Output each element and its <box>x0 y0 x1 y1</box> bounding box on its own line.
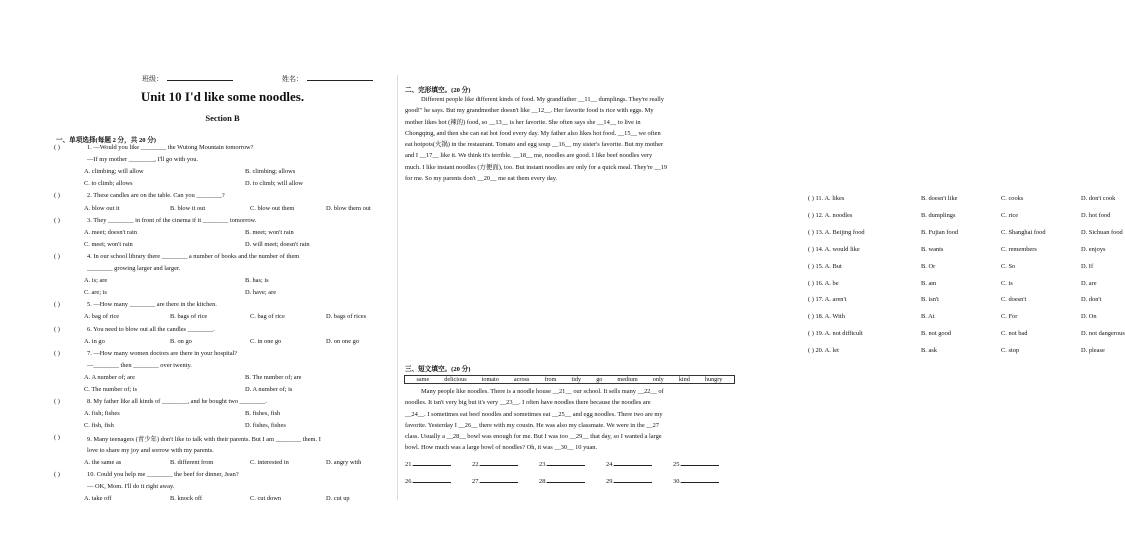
option-a[interactable]: ( ) 16. A. be <box>808 279 839 287</box>
option[interactable]: C. fish, fish <box>84 422 114 430</box>
word-bank-item: tomato <box>481 376 499 383</box>
option[interactable]: A. meet; doesn't rain <box>84 228 137 236</box>
page-subtitle: Section B <box>205 113 240 123</box>
option-d[interactable]: D. hot food <box>1081 211 1111 219</box>
answer-blank[interactable] <box>606 460 652 468</box>
column-divider <box>397 75 398 500</box>
word-bank-item: only <box>652 376 664 383</box>
option-c[interactable]: C. is <box>1001 279 1013 287</box>
option-a[interactable]: ( ) 17. A. aren't <box>808 296 847 304</box>
answer-blank[interactable] <box>673 460 719 468</box>
option-a[interactable]: ( ) 15. A. But <box>808 262 842 270</box>
option-c[interactable]: C. cooks <box>1001 195 1024 202</box>
option-c[interactable]: C. So <box>1001 262 1016 270</box>
option-c[interactable]: C. stop <box>1001 347 1020 355</box>
answer-line[interactable] <box>547 477 585 483</box>
passage-line: mother likes hot (辣的) food, so __13__ is her favorite. She often says she __14__ to live in <box>405 118 641 126</box>
answer-paren[interactable]: ( ) <box>54 216 60 224</box>
answer-paren[interactable]: ( ) <box>54 325 60 333</box>
answer-line[interactable] <box>413 460 451 466</box>
question-text: 9. Many teenagers (青少年) don't like to talk with their parents. But I am ________ them. I <box>87 436 321 444</box>
option[interactable]: A. climbing; will allow <box>84 168 144 176</box>
answer-paren[interactable]: ( ) <box>54 144 60 151</box>
option-c[interactable]: C. remembers <box>1001 245 1037 253</box>
answer-blank[interactable] <box>539 460 585 468</box>
answer-paren[interactable]: ( ) <box>54 192 60 200</box>
option[interactable]: B. has; is <box>245 277 269 285</box>
answer-paren[interactable]: ( ) <box>54 252 60 260</box>
passage-line: Different people like different kinds of food. My grandfather __11__ dumplings. They're really <box>421 96 664 103</box>
part1-heading: 一、单项选择(每题 2 分，共 20 分) <box>56 137 157 144</box>
option-d[interactable]: D. enjoys <box>1081 245 1106 253</box>
question-text: 1. —Would you like ________ the Wutong Mountain tomorrow? <box>87 144 254 151</box>
option[interactable]: C. cut down <box>250 494 282 502</box>
option[interactable]: A. is; are <box>84 277 108 285</box>
option-b[interactable]: B. At <box>921 313 935 321</box>
passage-line: Chongqing, and then she can eat hot food every day. My father also likes hot food. __15__ we often <box>405 129 661 137</box>
passage-line: and I __17__ like it. We think it's terrible. __18__ me, noodles are good. I like beef noodles very <box>405 152 653 160</box>
answer-number: 24. <box>606 461 614 468</box>
question-text: —________ then ________ over twenty. <box>87 361 192 369</box>
answer-line[interactable] <box>614 460 652 466</box>
answer-line[interactable] <box>614 477 652 483</box>
answer-paren[interactable]: ( ) <box>54 470 60 478</box>
passage-line: noodles. It isn't very big but it's very __23__. I often have noodles there because the noodles are <box>405 399 651 407</box>
answer-line[interactable] <box>413 477 451 483</box>
option-c[interactable]: C. not bad <box>1001 330 1028 338</box>
option[interactable]: D. fishes, fishes <box>245 422 286 430</box>
answer-number: 22. <box>472 461 480 468</box>
option[interactable]: D. angry with <box>326 458 362 466</box>
answer-blank[interactable] <box>405 460 451 468</box>
option-a[interactable]: ( ) 11. A. likes <box>808 195 845 202</box>
answer-line[interactable] <box>480 477 518 483</box>
option[interactable]: D. cut up <box>326 494 350 502</box>
part3-heading: 三、短文填空。(20 分) <box>405 366 471 373</box>
answer-number: 30. <box>673 478 681 485</box>
question-text: 10. Could you help me ________ the beef for dinner, Jean? <box>87 470 239 478</box>
option[interactable]: D. bags of rices <box>326 313 367 321</box>
option[interactable]: A. take off <box>84 494 112 502</box>
option-b[interactable]: B. isn't <box>921 296 939 304</box>
answer-number: 21. <box>405 461 413 468</box>
option-b[interactable]: B. wants <box>921 245 944 253</box>
option-b[interactable]: B. not good <box>921 330 952 338</box>
answer-blank[interactable] <box>673 477 719 485</box>
option[interactable]: B. different from <box>170 458 214 466</box>
word-bank-item: across <box>513 376 530 383</box>
question-text: ________ growing larger and larger. <box>87 265 181 272</box>
option-b[interactable]: B. dumplings <box>921 211 956 219</box>
option[interactable]: A. blow out it <box>84 204 120 212</box>
passage-line: good!" he says. But my grandmother doesn't like __12__. Her favorite food is rice with eggs. My <box>405 107 654 115</box>
passage-line: eat hotpots(火锅) in the restaurant. Tomato and egg soup __16__ my sister's favorite. But my mother <box>405 141 664 149</box>
option[interactable]: D. blow them out <box>326 204 371 212</box>
option-a[interactable]: ( ) 20. A. let <box>808 347 839 355</box>
option[interactable]: C. in one go <box>250 337 282 345</box>
question-text: 3. They ________ in front of the cinema if it ________ tomorrow. <box>87 216 257 224</box>
word-bank-item: same <box>416 376 430 383</box>
option-c[interactable]: C. doesn't <box>1001 296 1027 304</box>
answer-paren[interactable]: ( ) <box>54 301 60 309</box>
option[interactable]: D. to climb; will allow <box>245 180 304 188</box>
option[interactable]: D. A number of; is <box>245 386 293 393</box>
option-d[interactable]: D. If <box>1081 262 1094 270</box>
answer-number: 25. <box>673 461 681 468</box>
option[interactable]: B. fishes, fish <box>245 410 281 418</box>
word-bank-item: go <box>596 376 603 383</box>
passage-line: much. I like instant noodles (方便面), too. But instant noodles are only for a quick meal. They're __19 <box>405 163 668 171</box>
answer-line[interactable] <box>547 460 585 466</box>
question-text: 8. My father like all kinds of ________, and he bought two ________. <box>87 398 267 406</box>
option[interactable]: D. on one go <box>326 337 360 345</box>
word-bank-item: delicious <box>444 376 467 383</box>
question-text: 4. In our school library there ________ a number of books and the number of them <box>87 252 300 260</box>
word-bank <box>404 375 735 384</box>
option-d[interactable]: D. please <box>1081 347 1105 355</box>
class-field <box>142 74 233 84</box>
answer-blank[interactable] <box>539 477 585 485</box>
answer-blank[interactable] <box>472 460 518 468</box>
option-d[interactable]: D. Sichuan food <box>1081 228 1123 236</box>
answer-number: 26. <box>405 478 413 485</box>
name-blank[interactable] <box>307 74 373 81</box>
option-b[interactable]: B. am <box>921 279 937 287</box>
option[interactable]: D. will meet; doesn't rain <box>245 240 310 248</box>
passage-line: bowl. How much was a large bowl of noodles? Oh, it was __30__ 10 yuan. <box>405 444 598 452</box>
option-d[interactable]: D. not dangerous <box>1081 330 1125 338</box>
word-bank-item: hungry <box>704 376 723 383</box>
option[interactable]: C. The number of; is <box>84 386 137 393</box>
option[interactable]: C. bag of rice <box>250 313 285 321</box>
option[interactable]: B. on go <box>170 337 192 345</box>
question-text: 5. —How many ________ are there in the kitchen. <box>87 301 217 309</box>
option[interactable]: B. climbing; allows <box>245 168 296 176</box>
option[interactable]: A. A number of; are <box>84 373 135 381</box>
part2-passage <box>405 94 767 184</box>
word-bank-item: kind <box>678 376 690 383</box>
answer-paren[interactable]: ( ) <box>54 349 60 357</box>
option[interactable]: C. are; is <box>84 289 107 297</box>
part2-heading: 二、完形填空。(20 分) <box>405 87 471 94</box>
answer-blank[interactable] <box>472 477 518 485</box>
answer-number: 27. <box>472 478 480 485</box>
option-a[interactable]: ( ) 12. A. noodles <box>808 211 853 219</box>
answer-number: 23. <box>539 461 547 468</box>
option-a[interactable]: ( ) 13. A. Beijing food <box>808 228 865 236</box>
option[interactable]: D. have; are <box>245 289 277 297</box>
option-b[interactable]: B. Fujian food <box>921 228 959 236</box>
option-a[interactable]: ( ) 18. A. With <box>808 313 845 321</box>
option[interactable]: C. blow out them <box>250 204 295 212</box>
option[interactable]: C. interested in <box>250 458 289 466</box>
answer-paren[interactable]: ( ) <box>54 398 60 406</box>
word-bank-item: medium <box>617 376 638 383</box>
option-b[interactable]: B. doesn't like <box>921 195 958 202</box>
word-bank-item: tidy <box>571 376 582 383</box>
option[interactable]: A. bag of rice <box>84 313 120 321</box>
option-d[interactable]: D. On <box>1081 313 1097 321</box>
question-text: 2. These candles are on the table. Can you ________? <box>87 192 225 200</box>
option[interactable]: C. to climb; allows <box>84 180 133 188</box>
answer-line[interactable] <box>681 460 719 466</box>
option-d[interactable]: D. don't cook <box>1081 195 1116 202</box>
option[interactable]: A. fish; fishes <box>84 410 120 418</box>
answer-paren[interactable]: ( ) <box>54 434 60 442</box>
answer-line[interactable] <box>681 477 719 483</box>
option-a[interactable]: ( ) 19. A. not difficult <box>808 330 863 338</box>
question-text: — OK, Mom. I'll do it right away. <box>87 482 175 490</box>
name-field <box>282 74 373 84</box>
question-text: 6. You need to blow out all the candles ________. <box>87 325 215 333</box>
question-text: —If my mother ________, I'll go with you. <box>87 156 199 164</box>
option[interactable]: A. in go <box>84 337 105 345</box>
option[interactable]: B. knock off <box>170 494 203 502</box>
option-c[interactable]: C. Shanghai food <box>1001 228 1046 236</box>
option-c[interactable]: C. rice <box>1001 211 1019 219</box>
option[interactable]: A. the same as <box>84 458 122 466</box>
name-label: 姓名： <box>282 75 303 83</box>
page-title: Unit 10 I'd like some noodles. <box>140 89 305 104</box>
answer-number: 29. <box>606 478 614 485</box>
option-b[interactable]: B. Or <box>921 262 936 270</box>
question-text: 7. —How many women doctors are there in your hospital? <box>87 349 238 357</box>
question-text: love to share my joy and sorrow with my parents. <box>87 446 214 454</box>
option[interactable]: B. blow it out <box>170 204 206 212</box>
class-label: 班级： <box>142 75 163 83</box>
option-a[interactable]: ( ) 14. A. would like <box>808 245 860 253</box>
passage-line: __24__. I sometimes eat beef noodles and sometimes eat __25__ and egg noodles. There two are my <box>405 410 663 418</box>
passage-line: class. Usually a __28__ bowl was enough for me. But I was too __29__ that day, so I wanted a large <box>405 433 662 441</box>
answer-blank[interactable] <box>405 477 451 485</box>
part3-passage <box>405 386 767 454</box>
passage-line: for me. So my parents don't __20__ me eat them every day. <box>405 175 558 183</box>
answer-number: 28. <box>539 478 547 485</box>
answer-blank[interactable] <box>606 477 652 485</box>
option[interactable]: B. The number of; are <box>245 373 302 381</box>
word-bank-item: from <box>544 376 557 383</box>
option-d[interactable]: D. don't <box>1081 296 1102 304</box>
class-blank[interactable] <box>167 74 233 81</box>
passage-line: Many people like noodles. There is a noodle house __21__ our school. It sells many __22__ of <box>421 388 664 395</box>
option-d[interactable]: D. are <box>1081 279 1097 287</box>
option[interactable]: B. bags of rice <box>170 313 208 321</box>
option[interactable]: B. meet; won't rain <box>245 228 294 236</box>
option-c[interactable]: C. For <box>1001 313 1018 321</box>
passage-line: favorite. Yesterday I __26__ there with my cousin. He was also my classmate. We were in the __27 <box>405 421 660 429</box>
answer-line[interactable] <box>480 460 518 466</box>
option[interactable]: C. meet; won't rain <box>84 240 133 248</box>
option-b[interactable]: B. ask <box>921 347 937 355</box>
